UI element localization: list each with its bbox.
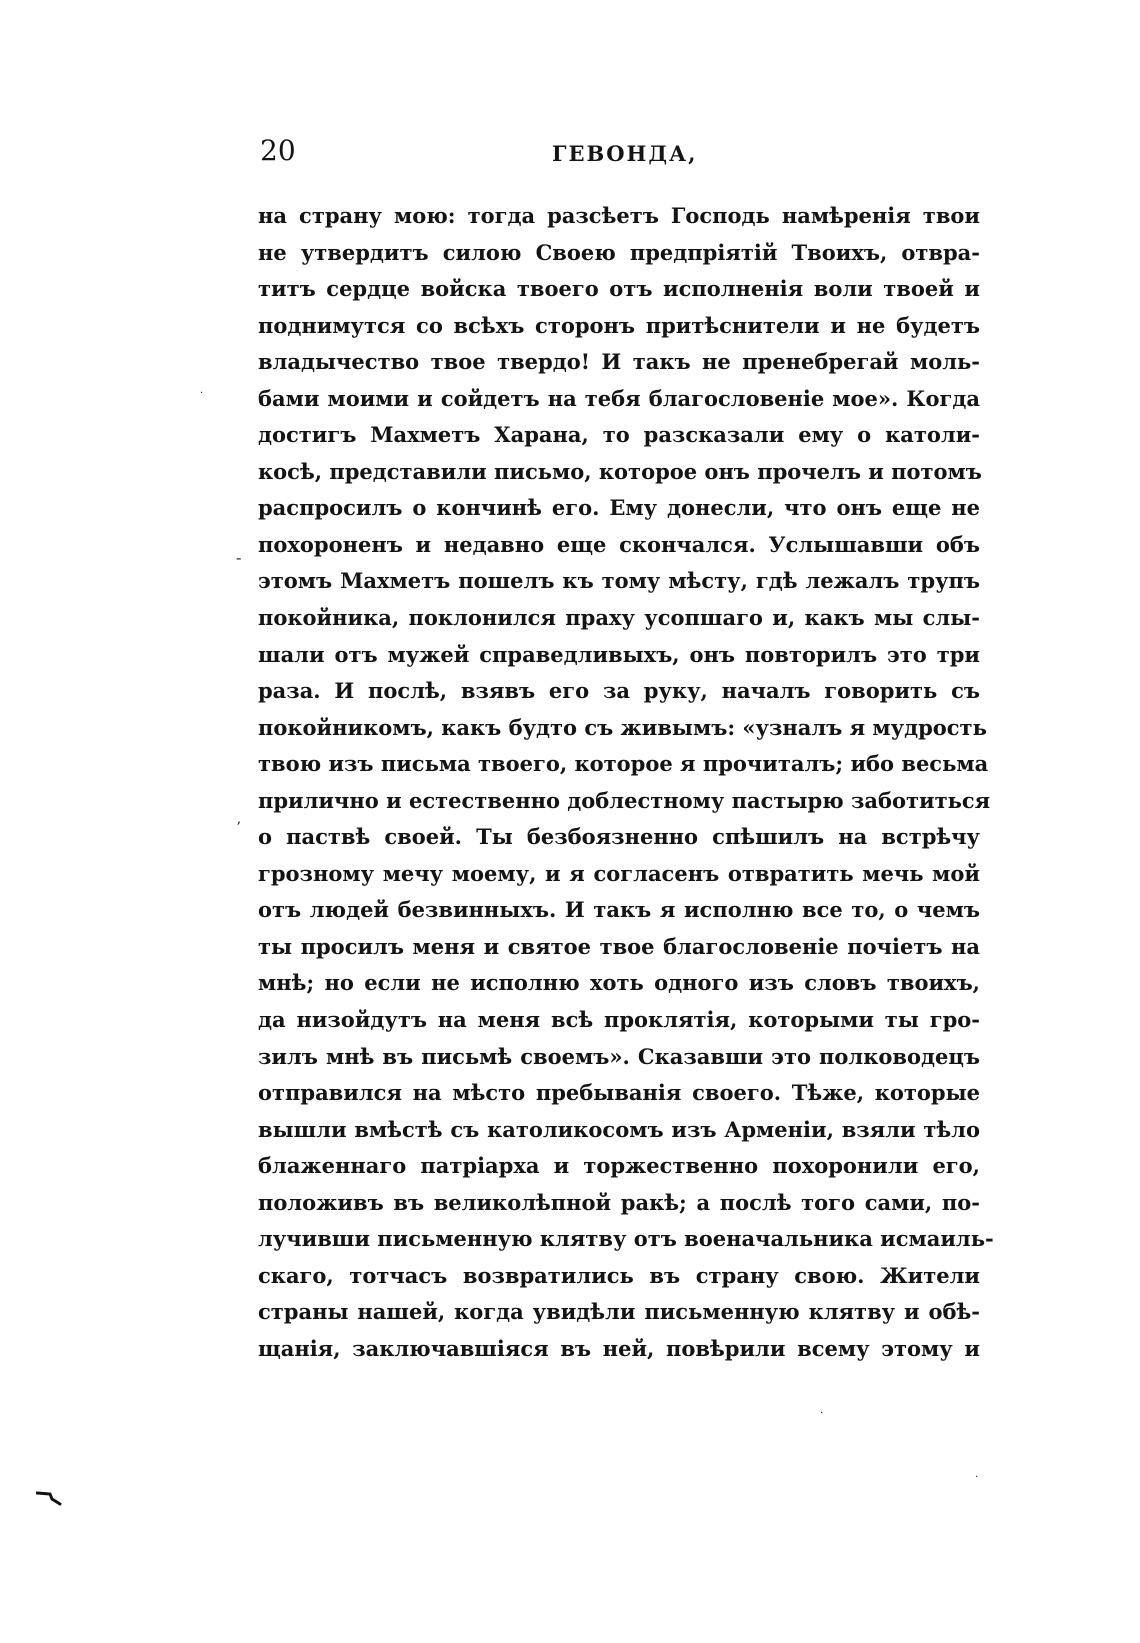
- text-line: раза. И послѣ, взявъ его за руку, началъ говорить съ: [258, 678, 980, 704]
- text-line: достигъ Махметъ Харана, то разсказали ему о католи-: [258, 422, 980, 448]
- text-line: распросилъ о кончинѣ его. Ему донесли, что онъ еще не: [258, 495, 980, 521]
- scan-speck: ʼ: [236, 820, 241, 836]
- text-line: бами моими и сойдетъ на тебя благословеніе мое». Когда: [258, 385, 980, 411]
- text-line: косѣ, представили письмо, которое онъ прочелъ и потомъ: [258, 458, 982, 484]
- text-line: щанія, заключавшіяся въ ней, повѣрили всему этому и: [258, 1335, 980, 1361]
- text-line: зилъ мнѣ въ письмѣ своемъ». Сказавши это полководецъ: [258, 1043, 980, 1069]
- text-line: ты просилъ меня и святое твое благословеніе почіетъ на: [258, 933, 980, 959]
- text-line: лучивши письменную клятву отъ военачальника исмаиль-: [258, 1226, 994, 1252]
- text-line: страны нашей, когда увидѣли письменную клятву и обѣ-: [258, 1299, 980, 1325]
- text-line: покойникомъ, какъ будто съ живымъ: «узналъ я мудрость: [258, 714, 987, 740]
- text-line: отъ людей безвинныхъ. И такъ я исполню все то, о чемъ: [258, 897, 980, 923]
- text-line: скаго, тотчасъ возвратились въ страну свою. Жители: [258, 1262, 980, 1288]
- text-line: похороненъ и недавно еще скончался. Услышавши объ: [258, 531, 980, 557]
- text-line: не утвердитъ силою Своею предпріятій Твоихъ, отвра-: [258, 239, 980, 265]
- text-line: вышли вмѣстѣ съ католикосомъ изъ Арменіи, взяли тѣло: [258, 1116, 980, 1142]
- running-head: ГЕВОНДА,: [552, 141, 698, 166]
- text-line: покойника, поклонился праху усопшаго и, какъ мы слы-: [258, 605, 980, 631]
- text-line: о паствѣ своей. Ты безбоязненно спѣшилъ на встрѣчу: [258, 824, 980, 850]
- scan-mark-icon: [36, 1490, 62, 1508]
- scan-speck: ·: [200, 388, 204, 399]
- text-line: положивъ въ великолѣпной ракѣ; а послѣ того сами, по-: [258, 1189, 980, 1215]
- scan-speck: ·: [820, 1408, 824, 1419]
- page-number: 20: [260, 134, 296, 167]
- text-line: владычество твое твердо! И такъ не пренебрегай моль-: [258, 349, 980, 375]
- text-line: шали отъ мужей справедливыхъ, онъ повторилъ это три: [258, 641, 980, 667]
- text-line: титъ сердце войска твоего отъ исполненія воли твоей и: [258, 276, 980, 302]
- text-line: да низойдутъ на меня всѣ проклятія, которыми ты гро-: [258, 1007, 980, 1033]
- scan-speck: ·: [975, 1472, 979, 1483]
- text-line: поднимутся со всѣхъ сторонъ притѣснители и не будетъ: [258, 312, 980, 338]
- text-line: этомъ Махметъ пошелъ къ тому мѣсту, гдѣ лежалъ трупъ: [258, 568, 980, 594]
- text-line: отправился на мѣсто пребыванія своего. Тѣже, которые: [258, 1080, 980, 1106]
- scan-speck: -: [236, 548, 242, 567]
- text-line: блаженнаго патріарха и торжественно похоронили его,: [258, 1153, 980, 1179]
- text-line: твою изъ письма твоего, которое я прочиталъ; ибо весьма: [258, 751, 989, 777]
- text-line: на страну мою: тогда разсѣетъ Господь намѣренія твои: [258, 203, 980, 228]
- text-line: мнѣ; но если не исполню хоть одного изъ словъ твоихъ,: [258, 970, 980, 996]
- text-line: грозному мечу моему, и я согласенъ отвратить мечь мой: [258, 860, 980, 886]
- text-line: прилично и естественно доблестному пастырю заботиться: [258, 787, 991, 813]
- body-text: [258, 198, 994, 1368]
